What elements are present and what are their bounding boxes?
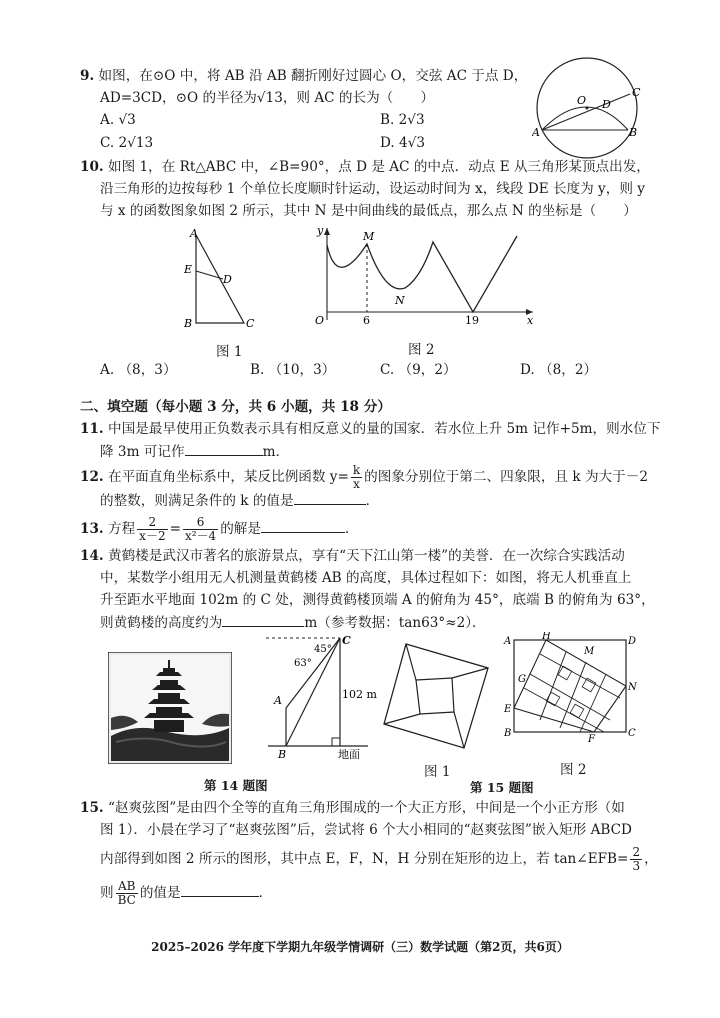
q14-label-b: B <box>278 748 287 761</box>
q15-fig2-caption: 图 2 <box>560 762 587 778</box>
q9-label-o: O <box>577 94 587 107</box>
q15-label-d: D <box>628 636 637 647</box>
q10-fig1-caption: 图 1 <box>216 344 243 360</box>
q14-line2: 中，某数学小组用无人机测量黄鹤楼 AB 的高度，具体过程如下：如图，将无人机垂直上 <box>100 570 632 586</box>
q14-line4: 则黄鹤楼的高度约为 m（参考数据：tan63°≈2）． <box>100 612 486 633</box>
q9-line1: 9. 如图，在⊙O 中，将 AB 沿 AB 翻折刚好过圆心 O，交弦 AC 于点 D， <box>80 68 528 84</box>
zhao-shuang-diagram <box>380 640 492 752</box>
q10-function-graph <box>305 220 540 332</box>
q14-label-ground: 地面 <box>338 748 360 761</box>
q10-option-c: C. （9，2） <box>380 362 457 378</box>
q9-option-a: A. √3 <box>100 112 136 128</box>
yellow-crane-tower-photo <box>108 652 232 764</box>
q15-line3: 内部得到如图 2 所示的图形，其中点 E，F，N，H 分别在矩形的边上，若 tan∠EFB= $\frac{2}{3}$ ， <box>100 845 658 873</box>
q9-circle-figure <box>532 54 644 162</box>
q15-label-n: N <box>628 682 637 693</box>
q9-label-c: C <box>632 86 641 99</box>
q10-option-a: A. （8，3） <box>100 362 177 378</box>
q14-label-a: A <box>274 694 282 707</box>
q14-label-45: 45° <box>314 644 332 655</box>
q15-label-h: H <box>542 632 551 642</box>
q14-line1: 14. 黄鹤楼是武汉市著名的旅游景点，享有“天下江山第一楼”的美誉．在一次综合实践活动 <box>80 548 625 564</box>
q11-line2: 降 3m 可记作 m． <box>100 441 289 462</box>
q11-line1: 11. 中国是最早使用正负数表示具有相反意义的量的国家．若水位上升 5m 记作+5m，则水位下 <box>80 421 661 437</box>
q15-label-b: B <box>504 728 512 739</box>
q13-fraction-2: $\frac{6}{\text{x²－4}}$ <box>184 515 217 543</box>
q14-caption: 第 14 题图 <box>204 778 268 793</box>
q12-line1: 12. 在平面直角坐标系中，某反比例函数 y= $\frac{k}{x}$ 的图象分别位于第二、四象限，且 k 为大于－2 <box>80 463 648 491</box>
q15-fig1-caption: 图 1 <box>424 764 451 780</box>
q10-fig2-label-6: 6 <box>363 314 370 327</box>
q9-option-c: C. 2√13 <box>100 135 154 151</box>
q10-fig1-label-a: A <box>190 227 198 240</box>
q9-label-d: D <box>602 98 611 111</box>
q14-geometry-figure <box>258 634 386 764</box>
q10-option-b: B. （10，3） <box>250 362 336 378</box>
q15-label-g: G <box>518 674 526 685</box>
q10-line3: 与 x 的函数图象如图 2 所示，其中 N 是中间曲线的最低点，那么点 N 的坐标是（ ） <box>100 203 637 219</box>
q9-label-b: B <box>629 126 638 139</box>
q12-fraction: $\frac{k}{x}$ <box>352 463 361 491</box>
q10-fig1-label-c: C <box>246 317 255 330</box>
q15-line1: 15. “赵爽弦图”是由四个全等的直角三角形围成的一个大正方形，中间是一个小正方形（如 <box>80 800 625 816</box>
q15-label-a: A <box>504 636 512 647</box>
q13-line: 13. 方程 $\frac{2}{x-2}$ = $\frac{6}{\text{x²－4}}$ 的解是 ． <box>80 515 359 543</box>
q15-rectangle-figure <box>500 632 640 744</box>
q12-answer-blank[interactable] <box>294 490 366 505</box>
q15-caption: 第 15 题图 <box>470 780 534 795</box>
q13-fraction-1: $\frac{2}{x-2}$ <box>139 515 166 543</box>
q10-fig2-label-o: O <box>315 314 325 327</box>
q12-line2: 的整数，则满足条件的 k 的值是 ． <box>100 490 379 511</box>
q15-ratio-fraction: $\frac{AB}{BC}$ <box>117 879 136 907</box>
q9-line2: AD=3CD，⊙O 的半径为√13，则 AC 的长为（ ） <box>100 90 435 106</box>
q15-label-m: M <box>584 646 595 657</box>
q10-triangle-figure <box>178 225 268 337</box>
page-footer: 2025–2026 学年度下学期九年级学情调研（三）数学试题（第2页，共6页） <box>151 940 569 954</box>
q9-option-d: D. 4√3 <box>380 135 426 151</box>
q10-fig2-label-n: N <box>395 294 405 307</box>
q14-label-63: 63° <box>294 658 312 669</box>
q10-fig2-caption: 图 2 <box>408 342 435 358</box>
q10-fig1-label-d: D <box>223 273 232 286</box>
q10-fig2-label-y: y <box>317 224 324 237</box>
q14-answer-blank[interactable] <box>222 612 304 627</box>
q10-fig1-label-b: B <box>184 317 193 330</box>
q15-tan-fraction: $\frac{2}{3}$ <box>632 845 641 873</box>
q10-line1: 10. 如图 1，在 Rt△ABC 中，∠B=90°，点 D 是 AC 的中点．动点 E 从三角形某顶点出发， <box>80 159 650 175</box>
q15-line2: 图 1）．小晨在学习了“赵爽弦图”后，尝试将 6 个大小相同的“赵爽弦图”嵌入矩形 ABCD <box>100 822 632 838</box>
q9-option-b: B. 2√3 <box>380 112 425 128</box>
q10-fig2-label-19: 19 <box>465 314 479 327</box>
q10-option-d: D. （8，2） <box>520 362 598 378</box>
q11-answer-blank[interactable] <box>185 441 263 456</box>
q10-fig2-label-m: M <box>363 230 375 243</box>
q9-label-a: A <box>532 126 540 139</box>
section-2-title: 二、填空题（每小题 3 分，共 6 小题，共 18 分） <box>80 399 391 415</box>
q15-label-e: E <box>504 704 512 715</box>
q15-line4: 则 $\frac{AB}{BC}$ 的值是 ． <box>100 879 273 907</box>
q15-label-f: F <box>588 734 595 744</box>
q14-label-102m: 102 m <box>342 688 377 701</box>
q14-label-c: C <box>342 634 351 647</box>
q10-line2: 沿三角形的边按每秒 1 个单位长度顺时针运动，设运动时间为 x，线段 DE 长度为 y，则 y <box>100 181 645 197</box>
q15-answer-blank[interactable] <box>181 882 259 897</box>
q15-label-c: C <box>628 728 636 739</box>
q13-answer-blank[interactable] <box>261 518 345 533</box>
q10-fig2-label-x: x <box>527 314 534 327</box>
q14-line3: 升至距水平地面 102m 的 C 处，测得黄鹤楼顶端 A 的俯角为 45°，底端 B 的俯角为 63°， <box>100 592 655 608</box>
q10-fig1-label-e: E <box>184 263 193 276</box>
